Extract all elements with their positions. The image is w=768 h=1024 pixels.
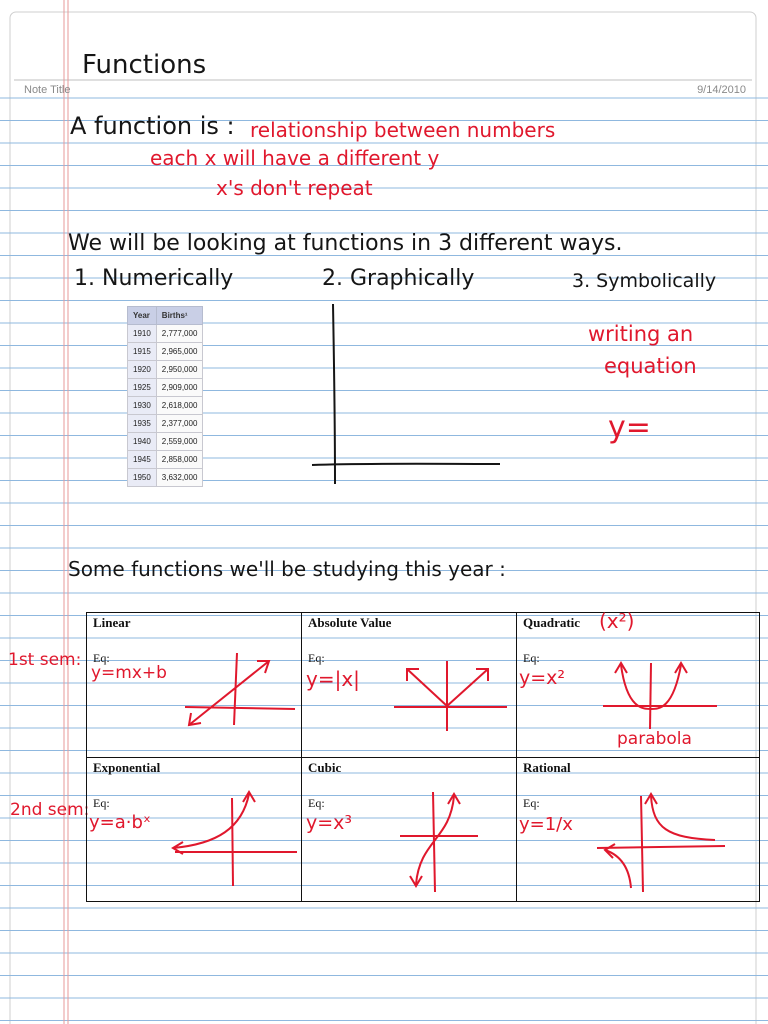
table-cell-births: 3,632,000 (156, 469, 203, 487)
quadratic-note: (x²) (599, 609, 635, 633)
functions-grid (86, 609, 760, 902)
eq-label: Eq: (523, 651, 540, 665)
cell-title: Exponential (93, 760, 161, 775)
cell-eq: y=mx+b (91, 663, 167, 683)
note-title-label: Note Title (24, 84, 71, 96)
table-cell-year: 1950 (128, 469, 157, 487)
table-cell-births: 2,858,000 (156, 451, 203, 469)
symbolic-note-equation: equation (604, 354, 697, 378)
note-date: 9/14/2010 (697, 84, 746, 96)
ways-intro: We will be looking at functions in 3 different ways. (68, 231, 623, 256)
definition-lead: A function is : (70, 112, 235, 140)
quadratic-graph-icon (517, 613, 760, 758)
way-numerically: 1. Numerically (74, 266, 234, 291)
cell-cubic (302, 758, 517, 901)
table-cell-year: 1930 (128, 397, 157, 415)
cell-title: Cubic (308, 760, 342, 775)
page-title: Functions (82, 50, 207, 80)
first-semester-label: 1st sem: (8, 650, 82, 670)
table-cell-year: 1910 (128, 325, 157, 343)
table-cell-year: 1915 (128, 343, 157, 361)
exponential-graph-icon (87, 758, 302, 903)
eq-label: Eq: (93, 796, 110, 810)
table-cell-births: 2,559,000 (156, 433, 203, 451)
table-cell-year: 1945 (128, 451, 157, 469)
cell-eq: y=|x| (306, 667, 360, 691)
cell-eq: y=x² (519, 667, 566, 689)
cell-eq: y=a·bˣ (89, 812, 151, 833)
cell-title: Absolute Value (308, 615, 392, 630)
symbolic-eq: y= (608, 410, 651, 445)
absolute-value-graph-icon (302, 613, 517, 758)
way-symbolically: 3. Symbolically (572, 270, 717, 292)
cell-linear (87, 613, 302, 758)
eq-label: Eq: (93, 651, 110, 665)
table-cell-births: 2,909,000 (156, 379, 203, 397)
table-cell-year: 1935 (128, 415, 157, 433)
cell-exponential (87, 758, 302, 901)
births-table-header-births: Births¹ (156, 307, 203, 325)
table-cell-year: 1925 (128, 379, 157, 397)
second-semester-label: 2nd sem: (10, 800, 90, 820)
table-cell-births: 2,618,000 (156, 397, 203, 415)
cell-title: Linear (93, 615, 131, 630)
eq-label: Eq: (523, 796, 540, 810)
cell-eq: y=x³ (306, 812, 353, 834)
studying-heading: Some functions we'll be studying this year : (68, 557, 506, 581)
cell-title: Rational (523, 760, 571, 775)
table-cell-births: 2,950,000 (156, 361, 203, 379)
quadratic-parabola-note: parabola (617, 729, 692, 749)
table-cell-year: 1940 (128, 433, 157, 451)
definition-line-3: x's don't repeat (216, 176, 373, 200)
table-cell-year: 1920 (128, 361, 157, 379)
cell-absolute-value (302, 613, 517, 758)
cell-quadratic (517, 609, 759, 758)
table-cell-births: 2,777,000 (156, 325, 203, 343)
eq-label: Eq: (308, 796, 325, 810)
definition-line-2: each x will have a different y (150, 146, 440, 170)
table-cell-births: 2,377,000 (156, 415, 203, 433)
births-table-header-year: Year (128, 307, 157, 325)
linear-graph-icon (87, 613, 302, 758)
cell-title: Quadratic (523, 615, 581, 630)
symbolic-note-writing: writing an (588, 322, 694, 346)
cubic-graph-icon (302, 758, 517, 903)
cell-rational (517, 758, 759, 901)
cell-eq: y=1/x (519, 814, 573, 835)
way-graphically: 2. Graphically (322, 266, 475, 291)
definition-line-1: relationship between numbers (250, 118, 556, 142)
eq-label: Eq: (308, 651, 325, 665)
table-cell-births: 2,965,000 (156, 343, 203, 361)
rational-graph-icon (517, 758, 760, 903)
